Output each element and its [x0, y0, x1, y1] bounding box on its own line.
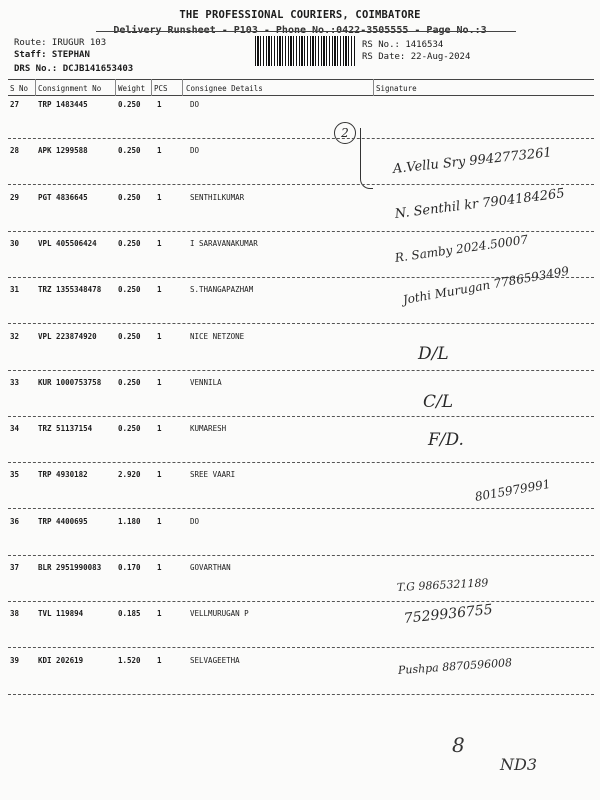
row-consignee: SENTHILKUMAR	[190, 192, 245, 202]
subtitle-strike-line	[96, 31, 516, 32]
col-divider	[373, 79, 374, 96]
row-weight: 0.250	[118, 424, 141, 434]
row-serial-number: 31	[10, 285, 20, 295]
row-pieces: 1	[157, 192, 162, 202]
row-serial-number: 27	[10, 100, 20, 109]
handwritten-signature: A.Vellu Sry 9942773261	[392, 145, 553, 178]
row-separator	[8, 647, 594, 648]
handwritten-signature: D/L	[418, 343, 449, 364]
row-separator	[8, 323, 594, 324]
row-separator	[8, 555, 594, 556]
row-separator	[8, 370, 594, 371]
row-consignee: NICE NETZONE	[190, 331, 245, 341]
row-consignment-number: TRZ 51137154	[38, 424, 93, 434]
row-serial-number: 35	[10, 470, 20, 480]
handwritten-signature: C/L	[423, 391, 454, 412]
row-serial-number: 32	[10, 331, 20, 341]
row-pieces: 1	[157, 238, 162, 248]
row-separator	[8, 462, 594, 463]
row-consignment-number: KUR 1000753758	[38, 377, 102, 387]
row-weight: 0.250	[118, 146, 141, 156]
row-consignment-number: PGT 4836645	[38, 192, 88, 202]
row-weight: 0.250	[118, 331, 141, 341]
row-pieces: 1	[157, 100, 162, 109]
column-header: Signature	[376, 84, 417, 93]
footer-handwritten-count: 8	[452, 733, 465, 757]
row-weight: 0.170	[118, 563, 141, 572]
row-serial-number: 34	[10, 424, 20, 434]
header-bottom-rule	[8, 95, 594, 96]
row-pieces: 1	[157, 563, 162, 572]
row-weight: 1.520	[118, 655, 141, 665]
row-pieces: 1	[157, 285, 162, 295]
row-separator	[8, 138, 594, 139]
column-header: S No	[10, 84, 29, 93]
row-separator	[8, 231, 594, 232]
row-consignment-number: TRP 4930182	[38, 470, 88, 480]
row-serial-number: 38	[10, 609, 20, 619]
handwritten-signature: R. Samby 2024.50007	[394, 232, 529, 265]
row-consignment-number: TRZ 1355348478	[38, 285, 102, 295]
row-serial-number: 39	[10, 655, 20, 665]
column-header: PCS	[154, 84, 168, 93]
column-header: Consignee Details	[186, 84, 263, 93]
row-weight: 1.180	[118, 516, 141, 526]
row-serial-number: 33	[10, 377, 20, 387]
row-weight: 0.250	[118, 238, 141, 248]
row-consignee: SELVAGEETHA	[190, 655, 240, 665]
handwritten-signature: T.G 9865321189	[396, 576, 489, 594]
row-weight: 2.920	[118, 470, 141, 480]
row-weight: 0.185	[118, 609, 141, 619]
row-pieces: 1	[157, 609, 162, 619]
row-consignee: VENNILA	[190, 377, 222, 387]
handwritten-signature: 7529936755	[403, 602, 494, 628]
staff-label: Staff: STEPHAN	[14, 50, 90, 60]
row-serial-number: 28	[10, 146, 20, 156]
row-consignment-number: BLR 2951990083	[38, 563, 102, 572]
col-divider	[182, 79, 183, 96]
row-pieces: 1	[157, 516, 162, 526]
row-pieces: 1	[157, 331, 162, 341]
handwritten-signature: Jothi Murugan 7786593499	[401, 264, 571, 308]
row-consignee: DO	[190, 516, 200, 526]
row-serial-number: 36	[10, 516, 20, 526]
row-consignment-number: TRP 1483445	[38, 100, 88, 109]
row-consignee: S.THANGAPAZHAM	[190, 285, 254, 295]
col-divider	[35, 79, 36, 96]
company-title: THE PROFESSIONAL COURIERS, COIMBATORE	[179, 9, 421, 21]
barcode	[255, 36, 355, 66]
row-consignment-number: APK 1299588	[38, 146, 88, 156]
row-consignee: I SARAVANAKUMAR	[190, 238, 258, 248]
route-label: Route: IRUGUR 103	[14, 38, 107, 48]
row-serial-number: 29	[10, 192, 20, 202]
row-consignee: DO	[190, 146, 200, 156]
row-weight: 0.250	[118, 100, 141, 109]
row-consignment-number: KDI 202619	[38, 655, 84, 665]
row-separator	[8, 508, 594, 509]
row-pieces: 1	[157, 470, 162, 480]
row-separator	[8, 601, 594, 602]
row-consignment-number: TRP 4400695	[38, 516, 88, 526]
handwritten-signature: Pushpa 8870596008	[397, 655, 513, 677]
row-weight: 0.250	[118, 192, 141, 202]
row-consignee: KUMARESH	[190, 424, 227, 434]
col-divider	[115, 79, 116, 96]
handwritten-signature: F/D.	[428, 430, 464, 451]
row-consignment-number: VPL 223874920	[38, 331, 97, 341]
rs-date: RS Date: 22-Aug-2024	[362, 52, 471, 62]
header-top-rule	[8, 79, 594, 80]
row-separator	[8, 694, 594, 695]
drs-number: DRS No.: DCJB141653403	[14, 64, 134, 74]
col-divider	[151, 79, 152, 96]
row-pieces: 1	[157, 146, 162, 156]
row-pieces: 1	[157, 655, 162, 665]
row-consignment-number: TVL 119894	[38, 609, 84, 619]
column-header: Consignment No	[38, 84, 102, 93]
rs-number: RS No.: 1416534	[362, 40, 444, 50]
row-consignment-number: VPL 405506424	[38, 238, 97, 248]
row-pieces: 1	[157, 424, 162, 434]
handwritten-signature: 8015979991	[473, 477, 552, 505]
handwritten-signature: N. Senthil kr 7904184265	[394, 185, 566, 222]
row-serial-number: 37	[10, 563, 20, 572]
column-header: Weight	[118, 84, 146, 93]
footer-handwritten-code: ND3	[500, 755, 538, 774]
row-pieces: 1	[157, 377, 162, 387]
row-separator	[8, 416, 594, 417]
row-consignee: SREE VAARI	[190, 470, 236, 480]
row-weight: 0.250	[118, 377, 141, 387]
row-consignee: DO	[190, 100, 200, 109]
circled-number: 2	[334, 122, 356, 144]
row-separator	[8, 184, 594, 185]
row-weight: 0.250	[118, 285, 141, 295]
row-consignee: GOVARTHAN	[190, 563, 231, 572]
row-serial-number: 30	[10, 238, 20, 248]
row-consignee: VELLMURUGAN P	[190, 609, 249, 619]
